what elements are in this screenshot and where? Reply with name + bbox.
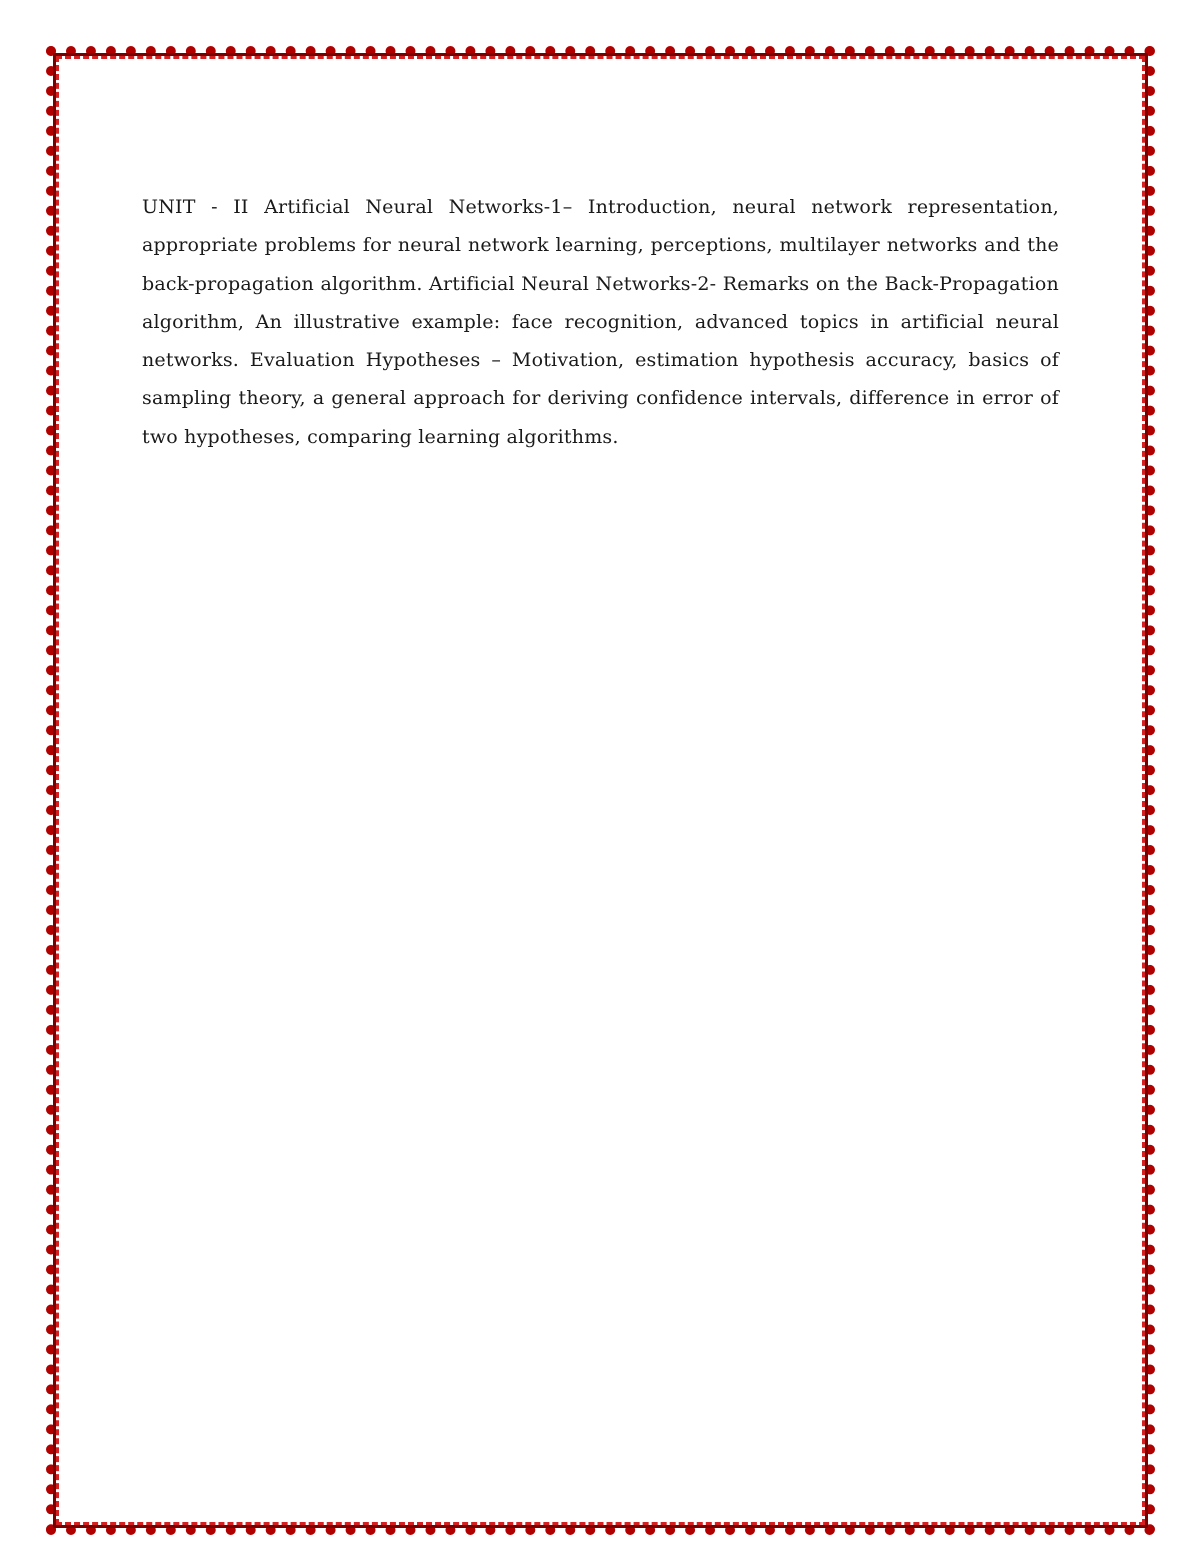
page-content bbox=[142, 188, 1059, 456]
syllabus-paragraph: UNIT - II Artificial Neural Networks-1– Introduction, neural network representation, appropriate problems for neural network learning, perceptions, multilayer networks and the back-propagation algorithm. Artificial Neural Networks-2- Remarks on the Back-Propagation algorithm, An illustrative example: face recognition, advanced topics in artificial neural networks. Evaluation Hypotheses – Motivation, estimation hypothesis accuracy, basics of sampling theory, a general approach for deriving confidence intervals, difference in error of two hypotheses, comparing learning algorithms. bbox=[142, 196, 1059, 448]
